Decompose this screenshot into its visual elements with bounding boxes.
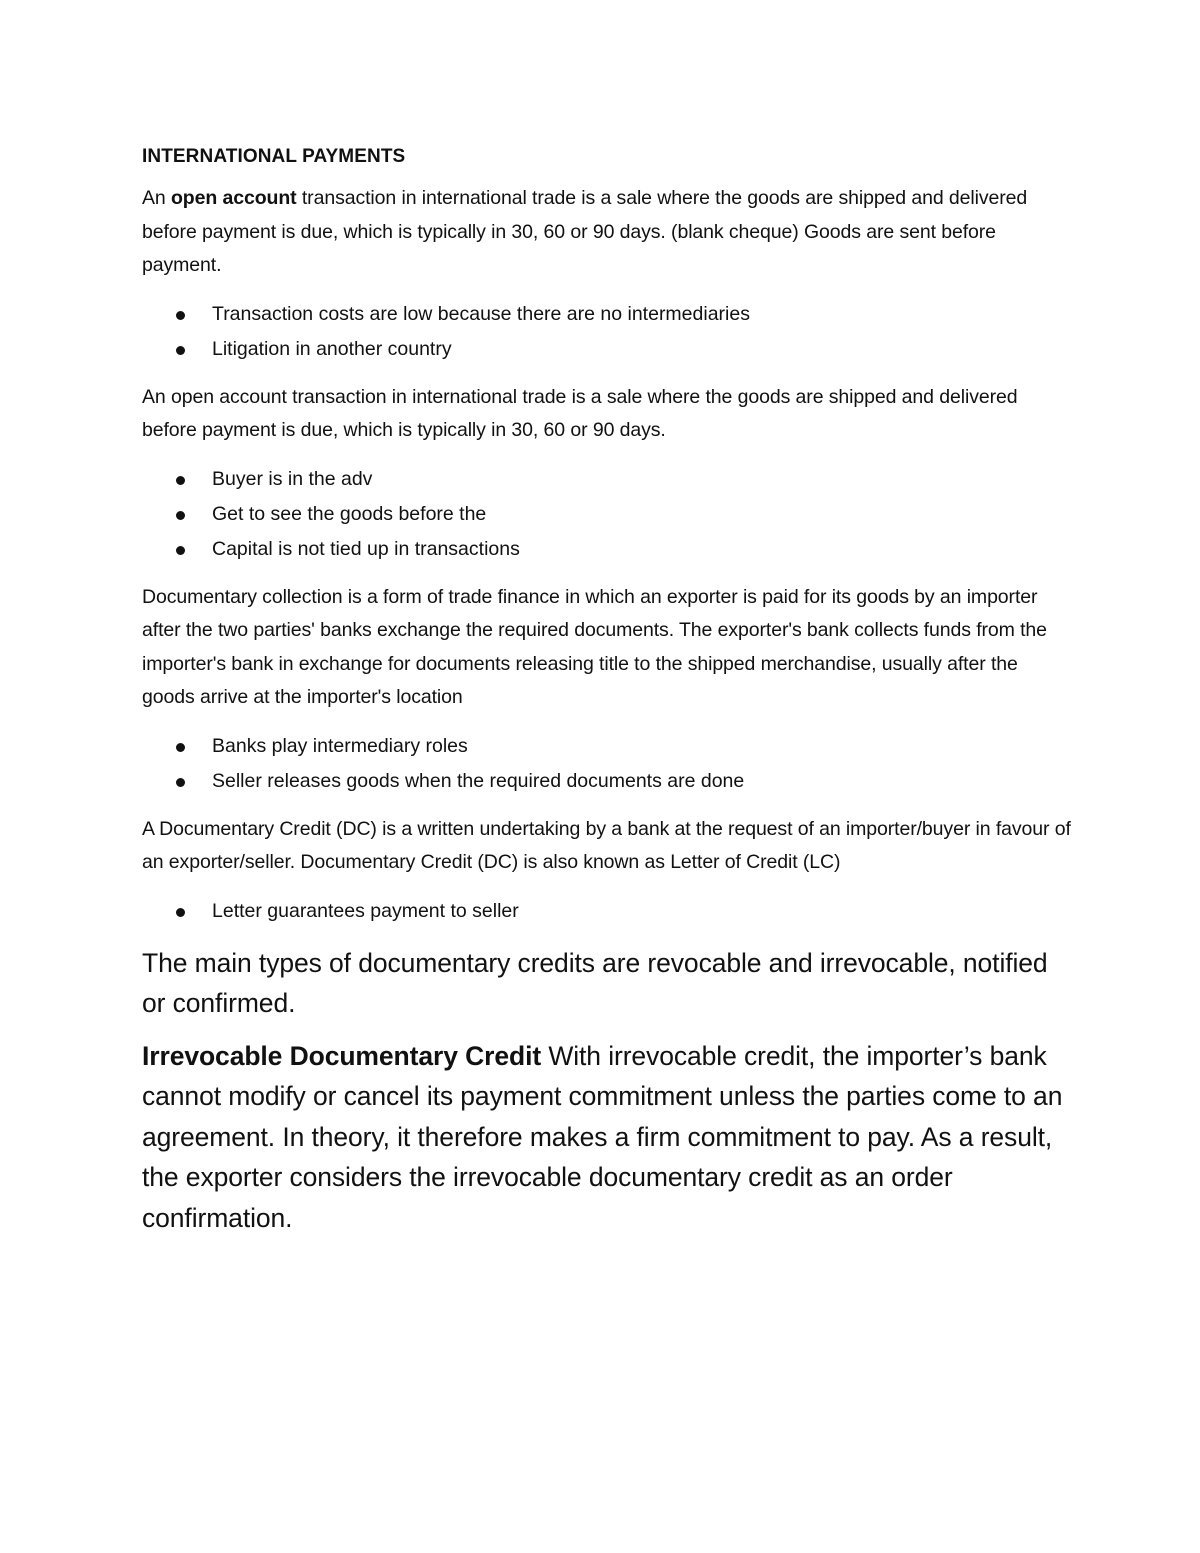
- list-item-text: Transaction costs are low because there are no intermediaries: [212, 302, 750, 325]
- list-item-text: Seller releases goods when the required documents are done: [212, 769, 745, 792]
- bullet-icon: [176, 311, 185, 320]
- bullet-icon: [176, 908, 185, 917]
- list-item: [142, 497, 1072, 532]
- paragraph-open-account-repeat: An open account transaction in international trade is a sale where the goods are shipped and delivered before payment is due, which is typically in 30, 60 or 90 days.: [142, 385, 1018, 441]
- bullet-list-4: [142, 894, 1072, 929]
- term-irrevocable-credit: Irrevocable Documentary Credit: [142, 1040, 542, 1071]
- para1-prefix: An: [142, 187, 171, 209]
- list-item: [142, 532, 1072, 567]
- bullet-list-3: [142, 729, 1072, 799]
- list-item-text: Capital is not tied up in transactions: [212, 537, 520, 560]
- document-title: INTERNATIONAL PAYMENTS: [142, 146, 406, 167]
- para1-rest: transaction in international trade is a sale where the goods are shipped and delivered before payment is due, which is typically in 30, 60 or 90 days. (blank cheque) Goods are sent before payment.: [142, 187, 1028, 276]
- bullet-list-1: [142, 297, 1072, 367]
- list-item-text: Buyer is in the adv: [212, 467, 373, 490]
- list-item: [142, 462, 1072, 497]
- bullet-icon: [176, 511, 185, 520]
- list-item: [142, 297, 1072, 332]
- list-item-text: Letter guarantees payment to seller: [212, 899, 519, 922]
- para6-rest: With irrevocable credit, the importer’s bank cannot modify or cancel its payment commitment unless the parties come to an agreement. In theory, it therefore makes a firm commitment to pay. As a result, the exporter considers the irrevocable documentary credit as an order confirmation.: [142, 1040, 1063, 1233]
- list-item-text: Banks play intermediary roles: [212, 734, 468, 757]
- bullet-icon: [176, 743, 185, 752]
- bullet-icon: [176, 476, 185, 485]
- paragraph-types-of-credits: The main types of documentary credits are revocable and irrevocable, notified or confirmed.: [142, 947, 1048, 1018]
- list-item: [142, 332, 1072, 367]
- bullet-icon: [176, 346, 185, 355]
- paragraph-documentary-credit: A Documentary Credit (DC) is a written undertaking by a bank at the request of an importer/buyer in favour of an exporter/seller. Documentary Credit (DC) is also known as Letter of Credit (LC): [142, 817, 1071, 873]
- document-page: [142, 140, 1072, 1250]
- bullet-icon: [176, 778, 185, 787]
- list-item: [142, 729, 1072, 764]
- bullet-icon: [176, 546, 185, 555]
- list-item-text: Litigation in another country: [212, 337, 452, 360]
- list-item: [142, 894, 1072, 929]
- bullet-list-2: [142, 462, 1072, 567]
- paragraph-irrevocable-credit: [142, 1036, 1072, 1239]
- list-item: [142, 764, 1072, 799]
- paragraph-open-account: [142, 182, 1072, 283]
- term-open-account: open account: [170, 187, 297, 209]
- list-item-text: Get to see the goods before the: [212, 502, 487, 525]
- paragraph-documentary-collection: Documentary collection is a form of trade finance in which an exporter is paid for its goods by an importer after the two parties' banks exchange the required documents. The exporter's bank collects funds from the importer's bank in exchange for documents releasing title to the shipped merchandise, usually after the goods arrive at the importer's location: [142, 585, 1047, 708]
